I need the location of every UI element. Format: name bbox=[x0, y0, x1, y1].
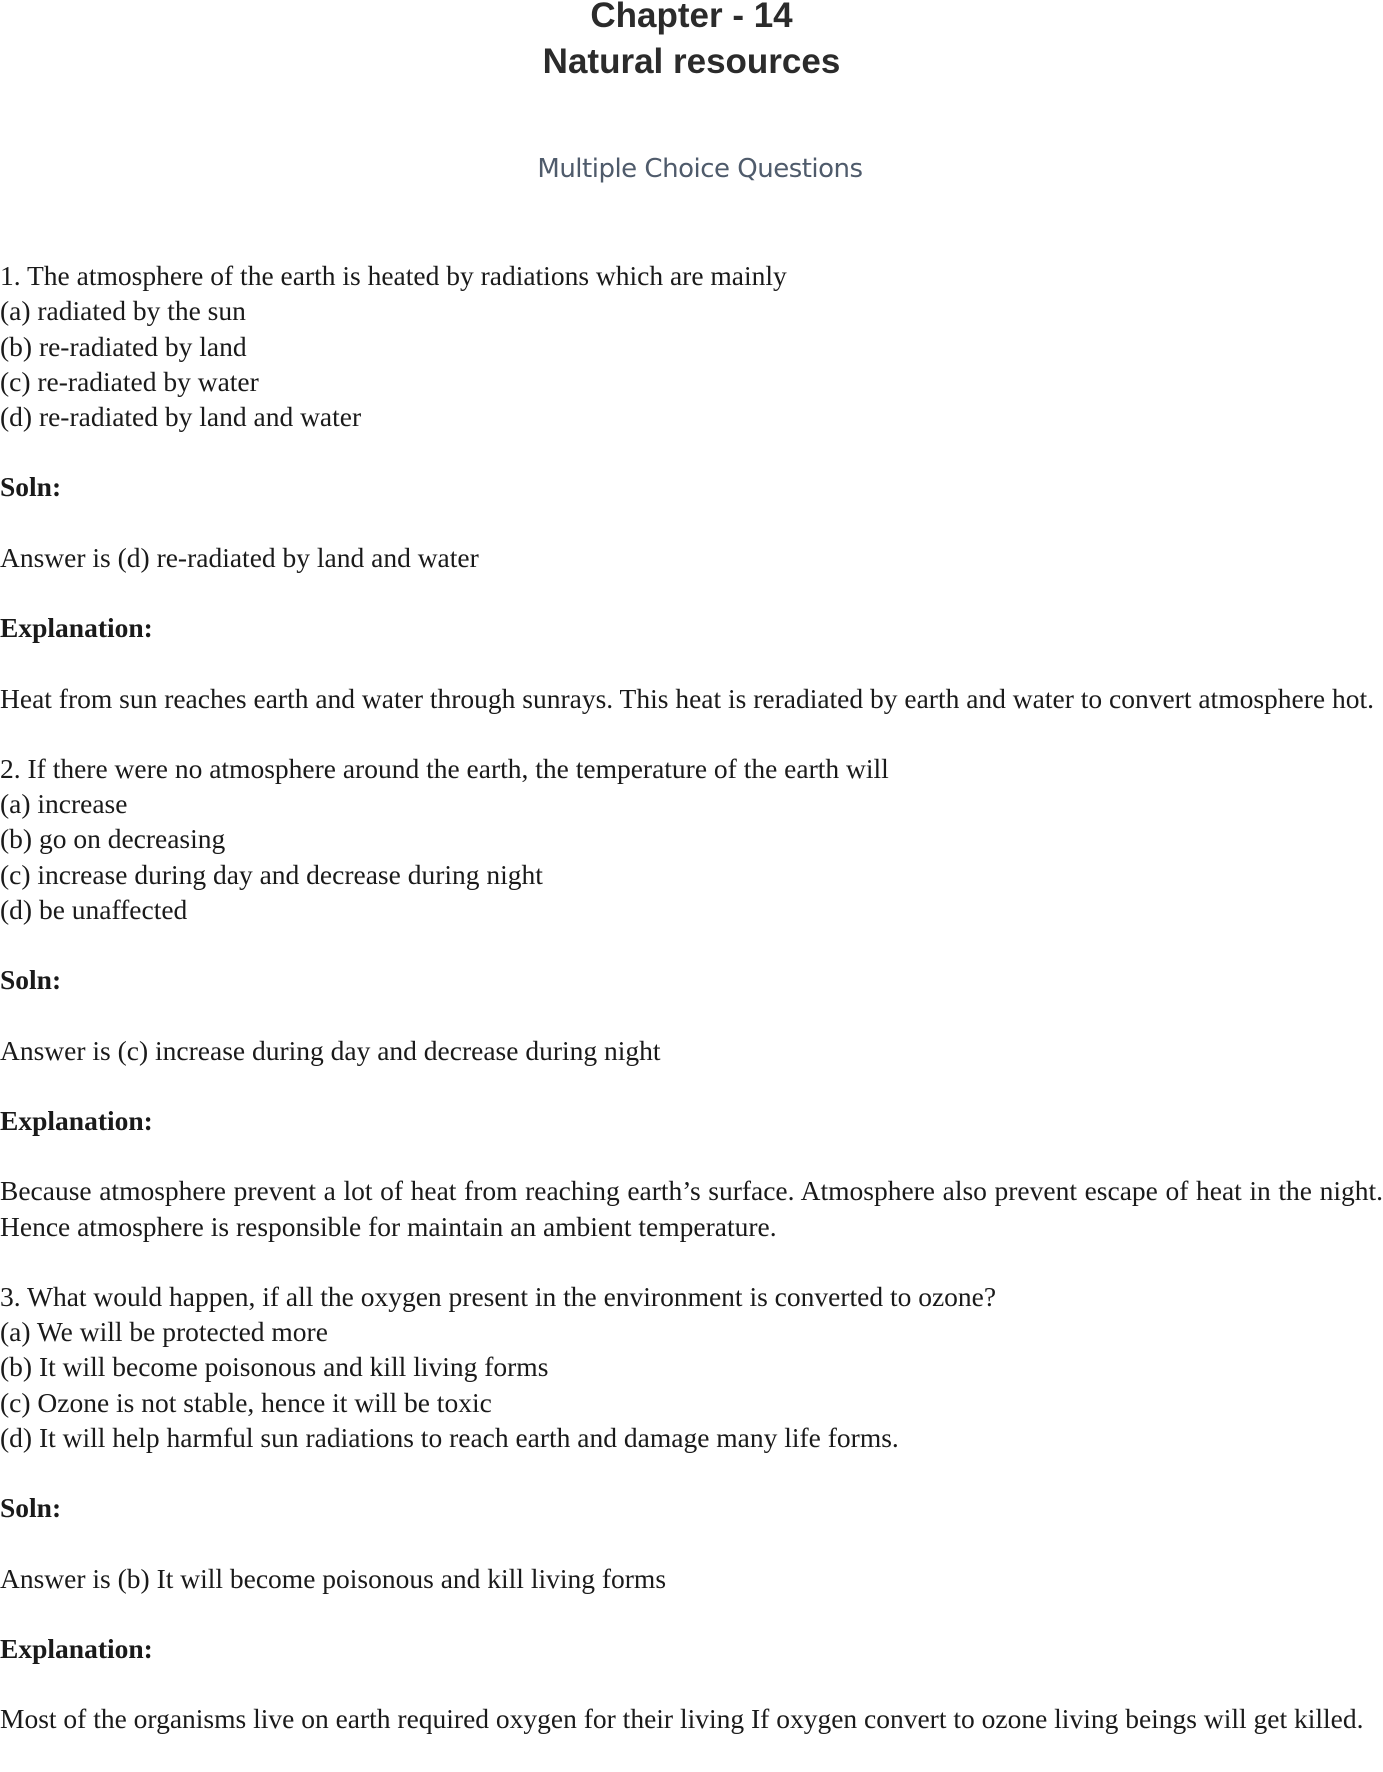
option: (c) increase during day and decrease during night bbox=[0, 858, 543, 890]
option: (a) increase bbox=[0, 788, 128, 820]
soln-label: Soln: bbox=[0, 471, 62, 503]
answer-text: Answer is (d) re-radiated by land and water bbox=[0, 541, 479, 573]
explanation-text: Because atmosphere prevent a lot of heat from reaching earth’s surface. Atmosphere also prevent escape of heat in the night. Hence atmosphere is responsible for maintain an ambient temperature. bbox=[0, 1175, 1383, 1242]
chapter-title: Natural resources bbox=[542, 42, 841, 81]
explanation-label: Explanation: bbox=[0, 1104, 153, 1136]
soln-label: Soln: bbox=[0, 1492, 62, 1524]
question-text: 1. The atmosphere of the earth is heated by radiations which are mainly bbox=[0, 260, 787, 292]
chapter-number: Chapter - 14 bbox=[590, 0, 793, 35]
option: (a) We will be protected more bbox=[0, 1316, 328, 1348]
explanation-label: Explanation: bbox=[0, 1632, 153, 1664]
section-heading: Multiple Choice Questions bbox=[537, 154, 863, 184]
option: (a) radiated by the sun bbox=[0, 295, 246, 327]
option: (c) Ozone is not stable, hence it will be toxic bbox=[0, 1386, 492, 1418]
explanation-text: Most of the organisms live on earth required oxygen for their living If oxygen convert to ozone living beings will get killed. bbox=[0, 1703, 1364, 1735]
option: (d) be unaffected bbox=[0, 893, 188, 925]
explanation-text: Heat from sun reaches earth and water through sunrays. This heat is reradiated by earth and water to convert atmosphere hot. bbox=[0, 682, 1374, 714]
option: (b) go on decreasing bbox=[0, 823, 226, 855]
answer-text: Answer is (b) It will become poisonous and kill living forms bbox=[0, 1562, 667, 1594]
answer-text: Answer is (c) increase during day and decrease during night bbox=[0, 1034, 661, 1066]
option: (d) It will help harmful sun radiations to reach earth and damage many life forms. bbox=[0, 1421, 899, 1453]
question-text: 2. If there were no atmosphere around the earth, the temperature of the earth will bbox=[0, 752, 889, 784]
explanation-label: Explanation: bbox=[0, 612, 153, 644]
soln-label: Soln: bbox=[0, 964, 62, 996]
option: (b) re-radiated by land bbox=[0, 330, 247, 362]
questions-list bbox=[0, 223, 1383, 1772]
option: (d) re-radiated by land and water bbox=[0, 401, 362, 432]
option: (c) re-radiated by water bbox=[0, 365, 259, 397]
option: (b) It will become poisonous and kill living forms bbox=[0, 1351, 549, 1383]
question-text: 3. What would happen, if all the oxygen present in the environment is converted to ozone? bbox=[0, 1280, 997, 1312]
